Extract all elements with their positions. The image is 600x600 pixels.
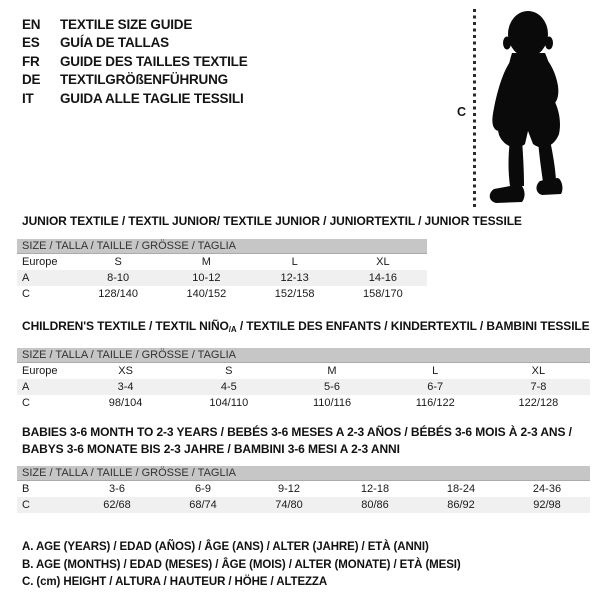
size-cell: M xyxy=(201,256,211,268)
height-cell: 74/80 xyxy=(275,499,303,511)
language-code: DE xyxy=(22,72,41,88)
height-cell: 104/110 xyxy=(209,397,249,409)
title-line-1: BABIES 3-6 MONTH TO 2-3 YEARS / BEBÉS 3-6 MESES A 2-3 AÑOS / BÉBÉS 3-6 MOIS À 2-3 ANS / xyxy=(22,425,572,439)
age-cell: 9-12 xyxy=(277,483,301,495)
row-label: Europe xyxy=(22,365,58,377)
children-table-title xyxy=(22,320,590,336)
height-measure-label: C xyxy=(457,105,467,119)
height-cell: 80/86 xyxy=(361,499,389,511)
height-cell: 116/122 xyxy=(415,397,455,409)
height-cell: 140/152 xyxy=(186,288,227,300)
size-header-bar: SIZE / TALLA / TAILLE / GRÖSSE / TAGLIA xyxy=(17,348,590,363)
legend-note-b: B. AGE (MONTHS) / EDAD (MESES) / ÂGE (MOIS) / ALTER (MONATE) / ETÀ (MESI) xyxy=(22,558,461,571)
title-text: / TEXTILE DES ENFANTS / KINDERTEXTIL / BAMBINI TESSILE xyxy=(236,319,590,333)
age-cell: 24-36 xyxy=(532,483,562,495)
size-cell: L xyxy=(291,256,298,268)
children-textile-table xyxy=(17,320,590,411)
language-row-de xyxy=(22,71,248,90)
height-cell: 98/104 xyxy=(108,397,143,409)
babies-table-title xyxy=(22,424,590,458)
toddler-silhouette xyxy=(482,8,577,206)
junior-table-title: JUNIOR TEXTILE / TEXTIL JUNIOR/ TEXTILE JUNIOR / JUNIORTEXTIL / JUNIOR TESSILE xyxy=(22,214,522,228)
height-cell: 86/92 xyxy=(447,499,475,511)
table-row-age xyxy=(17,270,427,286)
height-cell: 122/128 xyxy=(518,397,559,409)
guide-title: TEXTILE SIZE GUIDE xyxy=(60,16,193,32)
row-label: A xyxy=(22,272,30,284)
height-cell: 128/140 xyxy=(98,288,138,300)
size-cell: XS xyxy=(118,365,133,377)
age-cell: 3-6 xyxy=(109,483,125,495)
age-cell: 6-7 xyxy=(427,381,444,393)
table-row-height xyxy=(17,395,590,411)
table-row-height xyxy=(17,286,427,302)
language-code: FR xyxy=(22,53,40,69)
table-row-europe xyxy=(17,254,427,270)
age-cell: 12-18 xyxy=(360,483,390,495)
table-row-age xyxy=(17,379,590,395)
height-cell: 110/116 xyxy=(312,397,352,409)
age-cell: 4-5 xyxy=(220,381,237,393)
legend-notes xyxy=(22,539,461,592)
guide-title: GUIDA ALLE TAGLIE TESSILI xyxy=(60,90,244,106)
legend-note-c: C. (cm) HEIGHT / ALTURA / HAUTEUR / HÖHE / ALTEZZA xyxy=(22,576,328,588)
age-cell: 10-12 xyxy=(192,272,221,284)
height-dotted-line xyxy=(473,9,476,210)
size-header-bar: SIZE / TALLA / TAILLE / GRÖSSE / TAGLIA xyxy=(17,466,590,481)
guide-title: GUÍA DE TALLAS xyxy=(60,35,169,51)
row-label: A xyxy=(22,381,30,393)
age-cell: 14-16 xyxy=(368,272,397,284)
row-label: B xyxy=(22,483,30,495)
guide-title: GUIDE DES TAILLES TEXTILE xyxy=(60,53,248,69)
age-cell: 5-6 xyxy=(324,381,340,393)
title-line-2: BABYS 3-6 MONATE BIS 2-3 JAHRE / BAMBINI 3-6 MESI A 2-3 ANNI xyxy=(22,442,400,456)
language-code: IT xyxy=(22,90,34,106)
size-header-bar: SIZE / TALLA / TAILLE / GRÖSSE / TAGLIA xyxy=(17,239,427,254)
language-code: EN xyxy=(22,16,41,32)
language-row-fr xyxy=(22,52,248,71)
age-cell: 6-9 xyxy=(195,483,211,495)
size-cell: XL xyxy=(376,256,390,268)
language-row-it xyxy=(22,89,248,108)
height-cell: 152/158 xyxy=(274,288,315,300)
language-code: ES xyxy=(22,35,40,51)
legend-note-a: A. AGE (YEARS) / EDAD (AÑOS) / ÂGE (ANS) / ALTER (JAHRE) / ETÀ (ANNI) xyxy=(22,541,429,553)
size-cell: L xyxy=(432,365,439,377)
age-cell: 8-10 xyxy=(107,272,130,284)
height-measure-figure xyxy=(450,6,598,218)
height-cell: 158/170 xyxy=(362,288,403,300)
language-row-en xyxy=(22,15,248,34)
title-subscript: /A xyxy=(228,325,237,334)
age-cell: 3-4 xyxy=(117,381,134,393)
height-cell: 62/68 xyxy=(103,499,131,511)
age-cell: 12-13 xyxy=(280,272,309,284)
title-text: CHILDREN'S TEXTILE / TEXTIL NIÑO xyxy=(22,319,229,333)
row-label: C xyxy=(22,397,30,409)
age-cell: 18-24 xyxy=(446,483,476,495)
row-label: C xyxy=(22,288,30,300)
junior-textile-table xyxy=(17,214,522,302)
language-header xyxy=(22,15,248,108)
table-row-age-months xyxy=(17,481,590,497)
row-label: Europe xyxy=(22,256,58,268)
size-cell: S xyxy=(225,365,233,377)
height-cell: 92/98 xyxy=(533,499,561,511)
height-cell: 68/74 xyxy=(189,499,217,511)
table-row-height xyxy=(17,497,590,513)
age-cell: 7-8 xyxy=(530,381,547,393)
size-cell: XL xyxy=(531,365,546,377)
table-row-europe xyxy=(17,363,590,379)
row-label: C xyxy=(22,499,30,511)
babies-textile-table xyxy=(17,424,590,513)
size-cell: S xyxy=(114,256,122,268)
guide-title: TEXTILGRÖßENFÜHRUNG xyxy=(60,72,228,88)
language-row-es xyxy=(22,34,248,53)
size-cell: M xyxy=(327,365,337,377)
